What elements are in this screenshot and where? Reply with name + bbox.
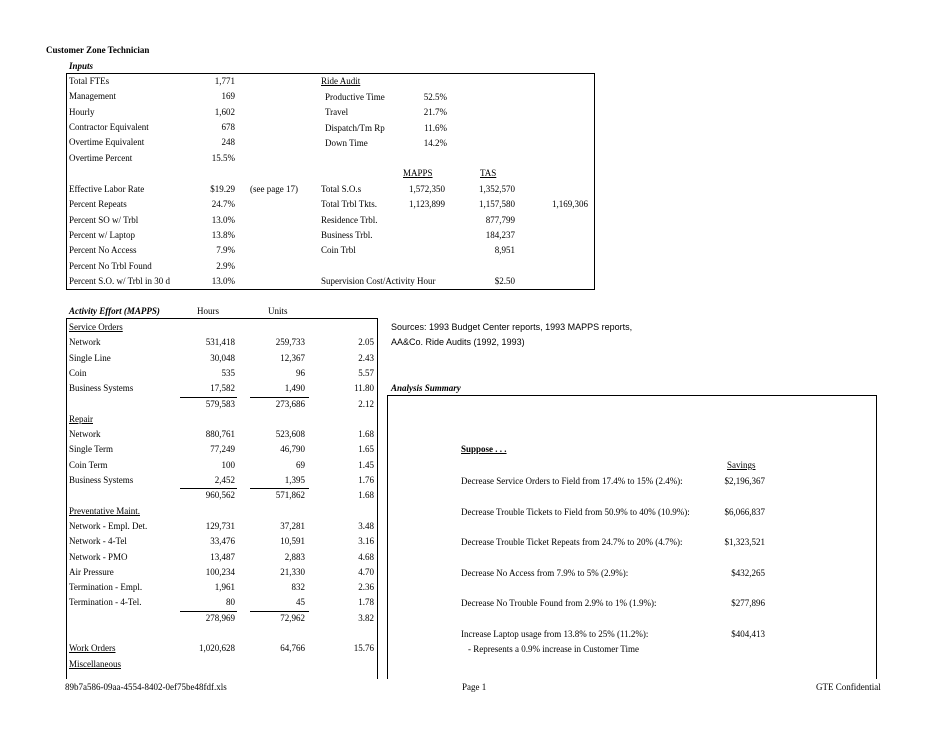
activity-hours: 17,582 <box>210 383 235 394</box>
activity-ratio: 1.76 <box>358 475 374 485</box>
activity-row-label: Air Pressure <box>69 566 114 577</box>
hours-col-header: Hours <box>197 306 219 316</box>
input-label: Percent w/ Laptop <box>69 229 135 240</box>
analysis-item-savings: $1,323,521 <box>724 537 765 547</box>
input-value: 1,602 <box>214 106 235 117</box>
analysis-item-text: Decrease No Trouble Found from 2.9% to 1% (1.9%): <box>461 598 657 608</box>
input-label: Management <box>69 91 116 102</box>
savings-header: Savings <box>727 460 756 470</box>
analysis-item-savings: $2,196,367 <box>724 476 765 486</box>
activity-section-label: Miscellaneous <box>69 658 121 669</box>
supervision-label: Supervision Cost/Activity Hour <box>321 276 436 286</box>
extra-value: 1,169,306 <box>552 199 588 210</box>
activity-total-ratio: 2.12 <box>358 398 374 409</box>
activity-ratio: 1.78 <box>358 597 374 608</box>
activity-units: 21,330 <box>280 566 305 577</box>
input-value: 13.8% <box>211 229 235 240</box>
input-label: Total FTEs <box>69 76 110 86</box>
activity-ratio: 1.45 <box>358 459 374 470</box>
input-label: Effective Labor Rate <box>69 184 145 194</box>
input-value: 1,771 <box>214 76 235 86</box>
input-value: 248 <box>221 137 235 148</box>
input-label: Percent SO w/ Trbl <box>69 214 139 225</box>
analysis-item-text: Increase Laptop usage from 13.8% to 25% (11.2%): <box>461 628 649 639</box>
input-value: 7.9% <box>216 245 235 256</box>
activity-units: 69 <box>296 459 305 470</box>
tas-value: 1,352,570 <box>479 184 515 194</box>
activity-total-ratio: 1.68 <box>358 490 374 501</box>
input-value: 169 <box>221 91 235 102</box>
inputs-heading: Inputs <box>69 61 94 71</box>
activity-units: 64,766 <box>280 643 305 654</box>
ride-audit-label: Down Time <box>325 137 368 148</box>
activity-units: 1,490 <box>284 383 305 394</box>
input-label: Percent S.O. w/ Trbl in 30 d <box>69 275 171 286</box>
activity-hours: 129,731 <box>205 520 235 531</box>
total-rule <box>180 397 237 398</box>
activity-hours: 100,234 <box>205 566 235 577</box>
activity-section-label: Service Orders <box>69 322 123 332</box>
activity-row-label: Coin Term <box>69 459 108 470</box>
ride-audit-label: Productive Time <box>325 92 385 102</box>
tas-value: 184,237 <box>485 229 515 240</box>
activity-section-label: Work Orders <box>69 643 116 654</box>
activity-row-label: Termination - 4-Tel. <box>69 597 142 608</box>
activity-units: 832 <box>291 582 305 593</box>
input-value: 13.0% <box>211 275 235 286</box>
activity-units: 1,395 <box>284 475 305 485</box>
analysis-item-savings: $404,413 <box>731 628 765 639</box>
input-value: 2.9% <box>216 260 235 271</box>
analysis-item-savings: $6,066,837 <box>724 506 765 517</box>
ride-audit-value: 11.6% <box>424 122 447 133</box>
activity-row-label: Single Term <box>69 444 113 455</box>
activity-ratio: 2.05 <box>358 337 374 348</box>
input-value: 15.5% <box>211 152 235 163</box>
activity-hours: 80 <box>226 597 235 608</box>
activity-ratio: 5.57 <box>358 367 374 378</box>
total-rule <box>180 488 237 489</box>
activity-row-label: Network <box>69 337 101 348</box>
activity-row-label: Network - PMO <box>69 551 128 562</box>
total-rule <box>250 488 309 489</box>
activity-hours: 13,487 <box>210 551 235 562</box>
mapps-row-label: Business Trbl. <box>321 229 373 240</box>
activity-ratio: 11.80 <box>354 383 374 394</box>
activity-ratio: 3.48 <box>358 520 374 531</box>
activity-ratio: 4.68 <box>358 551 374 562</box>
mapps-value: 1,572,350 <box>409 184 445 194</box>
mapps-col-header: MAPPS <box>403 168 433 178</box>
activity-units: 10,591 <box>280 536 305 547</box>
tas-value: 1,157,580 <box>479 199 515 210</box>
activity-row-label: Coin <box>69 367 87 378</box>
activity-total-units: 72,962 <box>280 612 305 623</box>
activity-section-label: Preventative Maint. <box>69 505 140 516</box>
activity-total-units: 571,862 <box>275 490 305 501</box>
input-label: Contractor Equivalent <box>69 121 149 132</box>
suppose-label: Suppose . . . <box>461 444 507 454</box>
activity-row-label: Single Line <box>69 352 111 363</box>
input-value: 678 <box>221 121 235 132</box>
activity-hours: 77,249 <box>210 444 235 455</box>
analysis-item-text: Decrease Service Orders to Field from 17.4% to 15% (2.4%): <box>461 476 683 486</box>
activity-hours: 535 <box>221 367 235 378</box>
activity-total-ratio: 3.82 <box>358 612 374 623</box>
activity-units: 46,790 <box>280 444 305 455</box>
input-label: Percent Repeats <box>69 199 127 210</box>
mapps-row-label: Residence Trbl. <box>321 214 378 225</box>
sources-line-2: AA&Co. Ride Audits (1992, 1993) <box>391 337 525 347</box>
activity-hours: 100 <box>221 459 235 470</box>
activity-heading: Activity Effort (MAPPS) <box>69 306 160 316</box>
activity-units: 37,281 <box>280 520 305 531</box>
activity-units: 12,367 <box>280 352 305 363</box>
footer-page: Page 1 <box>462 682 487 692</box>
activity-hours: 2,452 <box>214 475 235 485</box>
activity-ratio: 1.65 <box>358 444 374 455</box>
supervision-value: $2.50 <box>494 276 515 286</box>
ride-audit-label: Travel <box>325 107 349 118</box>
activity-row-label: Termination - Empl. <box>69 582 143 593</box>
activity-hours: 1,020,628 <box>199 643 235 654</box>
activity-ratio: 3.16 <box>358 536 374 547</box>
input-value: 13.0% <box>211 214 235 225</box>
input-value: $19.29 <box>210 184 235 194</box>
activity-hours: 30,048 <box>210 352 235 363</box>
input-value: 24.7% <box>211 199 235 210</box>
total-rule <box>250 397 309 398</box>
activity-ratio: 1.68 <box>358 429 374 440</box>
page-title: Customer Zone Technician <box>46 45 150 55</box>
analysis-item-savings: $277,896 <box>731 598 765 608</box>
activity-row-label: Network - Empl. Det. <box>69 520 148 531</box>
activity-units: 2,883 <box>284 551 305 562</box>
ride-audit-value: 14.2% <box>423 137 447 148</box>
tas-value: 8,951 <box>494 245 515 256</box>
total-rule <box>250 611 309 612</box>
activity-hours: 33,476 <box>210 536 235 547</box>
input-label: Overtime Equivalent <box>69 137 145 148</box>
activity-section-label: Repair <box>69 413 93 424</box>
activity-row-label: Business Systems <box>69 383 134 394</box>
input-label: Overtime Percent <box>69 152 133 163</box>
mapps-row-label: Coin Trbl <box>321 245 356 256</box>
analysis-item-text: Decrease Trouble Ticket Repeats from 24.7% to 20% (4.7%): <box>461 537 683 547</box>
activity-row-label: Network <box>69 429 101 440</box>
activity-ratio: 4.70 <box>358 566 374 577</box>
activity-ratio: 2.43 <box>358 352 374 363</box>
analysis-note: - Represents a 0.9% increase in Customer Time <box>468 644 639 654</box>
footer-confidential: GTE Confidential <box>816 682 881 692</box>
ride-audit-value: 21.7% <box>423 107 447 118</box>
total-rule <box>180 611 237 612</box>
ride-audit-heading: Ride Audit <box>321 76 361 86</box>
input-label: Hourly <box>69 106 95 117</box>
activity-ratio: 15.76 <box>353 643 374 654</box>
activity-units: 96 <box>296 367 305 378</box>
activity-units: 523,608 <box>275 429 305 440</box>
analysis-item-savings: $432,265 <box>731 567 765 578</box>
mapps-row-label: Total Trbl Tkts. <box>321 199 377 210</box>
activity-ratio: 2.36 <box>358 582 374 593</box>
activity-units: 45 <box>296 597 305 608</box>
activity-row-label: Business Systems <box>69 475 134 485</box>
input-label: Percent No Trbl Found <box>69 260 152 271</box>
mapps-value: 1,123,899 <box>409 199 445 210</box>
mapps-row-label: Total S.O.s <box>321 184 362 194</box>
units-col-header: Units <box>268 306 288 316</box>
ride-audit-label: Dispatch/Tm Rp <box>325 122 385 133</box>
activity-hours: 880,761 <box>205 429 235 440</box>
ride-audit-value: 52.5% <box>423 92 447 102</box>
activity-total-units: 273,686 <box>275 398 305 409</box>
activity-hours: 531,418 <box>205 337 235 348</box>
analysis-item-text: Decrease No Access from 7.9% to 5% (2.9%): <box>461 567 629 578</box>
activity-total-hours: 579,583 <box>205 398 235 409</box>
footer-filename: 89b7a586-09aa-4554-8402-0ef75be48fdf.xls <box>65 682 227 692</box>
activity-hours: 1,961 <box>214 582 235 593</box>
tas-col-header: TAS <box>480 168 497 178</box>
activity-total-hours: 960,562 <box>205 490 235 501</box>
input-label: Percent No Access <box>69 245 137 256</box>
analysis-heading: Analysis Summary <box>391 383 461 393</box>
input-note: (see page 17) <box>250 184 298 194</box>
activity-row-label: Network - 4-Tel <box>69 536 127 547</box>
activity-units: 259,733 <box>275 337 305 348</box>
inputs-box <box>66 73 595 290</box>
activity-total-hours: 278,969 <box>205 612 235 623</box>
tas-value: 877,799 <box>485 214 515 225</box>
sources-line-1: Sources: 1993 Budget Center reports, 1993 MAPPS reports, <box>391 322 633 332</box>
analysis-item-text: Decrease Trouble Tickets to Field from 50.9% to 40% (10.9%): <box>461 506 690 517</box>
